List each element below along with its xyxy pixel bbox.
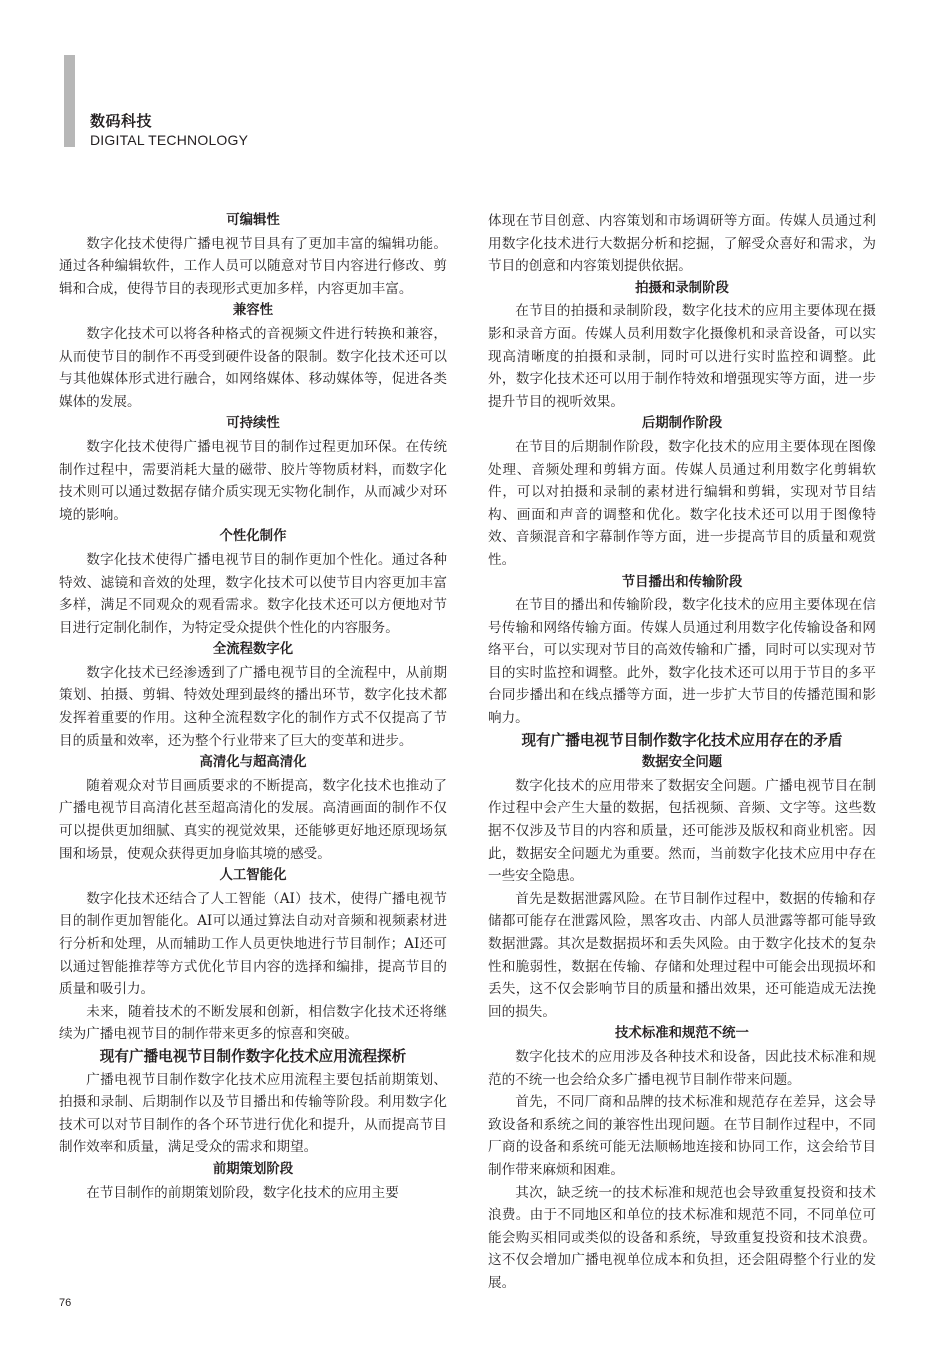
paragraph: 首先是数据泄露风险。在节目制作过程中，数据的传输和存储都可能存在泄露风险，黑客攻击、内部人员泄露等都可能导致数据泄露。其次是数据损坏和丢失风险。由于数字化技术的复杂性和脆弱性，数据在传输、存储和处理过程中可能会出现损坏和丢失，这不仅会影响节目的质量和播出效果，还可能造成无法挽回的损失。 <box>488 890 876 1020</box>
chapter-heading: 现有广播电视节目制作数字化技术应用存在的矛盾 <box>521 731 843 749</box>
section-heading: 数据安全问题 <box>641 755 723 771</box>
section-heading: 兼容性 <box>232 303 274 319</box>
section-heading: 个性化制作 <box>219 529 287 545</box>
paragraph: 数字化技术还结合了人工智能（AI）技术，使得广播电视节目的制作更加智能化。AI可以通过算法自动对音频和视频素材进行分析和处理，从而辅助工作人员更快地进行节目制作；AI还可以通过智能推荐等方式优化节目内容的选择和编排，提高节目的质量和吸引力。 <box>59 890 447 998</box>
paragraph: 未来，随着技术的不断发展和创新，相信数字化技术还将继续为广播电视节目的制作带来更多的惊喜和突破。 <box>59 1003 447 1043</box>
paragraph: 数字化技术的应用带来了数据安全问题。广播电视节目在制作过程中会产生大量的数据，包括视频、音频、文字等。这些数据不仅涉及节目的内容和质量，还可能涉及版权和商业机密。因此，数据安全问题尤为重要。然而，当前数字化技术应用中存在一些安全隐患。 <box>488 777 876 885</box>
paragraph: 广播电视节目制作数字化技术应用流程主要包括前期策划、拍摄和录制、后期制作以及节目播出和传输等阶段。利用数字化技术可以对节目制作的各个环节进行优化和提升，从而提高节目制作效率和质量，满足受众的需求和期望。 <box>59 1071 447 1156</box>
paragraph: 在节目的拍摄和录制阶段，数字化技术的应用主要体现在摄影和录音方面。传媒人员利用数字化摄像机和录音设备，可以实现高清晰度的拍摄和录制，同时可以进行实时监控和调整。此外，数字化技术还可以用于制作特效和增强现实等方面，进一步提升节目的视听效果。 <box>488 303 876 410</box>
paragraph: 在节目的播出和传输阶段，数字化技术的应用主要体现在信号传输和网络传输方面。传媒人员通过利用数字化传输设备和网络平台，可以实现对节目的高效传输和广播，同时可以实现对节目的实时监控和调整。此外，数字化技术还可以用于节目的多平台同步播出和在线点播等方面，进一步扩大节目的传播范围和影响力。 <box>488 597 876 727</box>
paragraph: 在节目的后期制作阶段，数字化技术的应用主要体现在图像处理、音频处理和剪辑方面。传媒人员通过利用数字化剪辑软件，可以对拍摄和录制的素材进行编辑和剪辑，实现对节目结构、画面和声音的调整和优化。数字化技术还可以用于图像特效、音频混音和字幕制作等方面，进一步提高节目的质量和观赏性。 <box>488 438 876 568</box>
section-title-zh: 数码科技 <box>90 112 153 130</box>
paragraph: 其次，缺乏统一的技术标准和规范也会导致重复投资和技术浪费。由于不同地区和单位的技术标准和规范不同，不同单位可能会购买相同或类似的设备和系统，导致重复投资和技术浪费。这不仅会增加广播电视单位成本和负担，还会阻碍整个行业的发展。 <box>488 1184 876 1291</box>
paragraph-continued: 体现在节目创意、内容策划和市场调研等方面。传媒人员通过利用数字化技术进行大数据分析和挖掘，了解受众喜好和需求，为节目的创意和内容策划提供依据。 <box>488 213 876 275</box>
paragraph: 数字化技术使得广播电视节目具有了更加丰富的编辑功能。通过各种编辑软件，工作人员可以随意对节目内容进行修改、剪辑和合成，使得节目的表现形式更加多样，内容更加丰富。 <box>59 235 447 297</box>
paragraph: 随着观众对节目画质要求的不断提高，数字化技术也推动了广播电视节目高清化甚至超高清化的发展。高清画面的制作不仅可以提供更加细腻、真实的视觉效果，还能够更好地还原现场氛围和场景，使观众获得更加身临其境的感受。 <box>59 777 447 862</box>
chapter-heading: 现有广播电视节目制作数字化技术应用流程探析 <box>99 1047 407 1065</box>
paragraph: 数字化技术的应用涉及各种技术和设备，因此技术标准和规范的不统一也会给众多广播电视节目制作带来问题。 <box>488 1048 876 1088</box>
paragraph: 数字化技术已经渗透到了广播电视节目的全流程中，从前期策划、拍摄、剪辑、特效处理到最终的播出环节，数字化技术都发挥着重要的作用。这种全流程数字化的制作方式不仅提高了节目的质量和效率，还为整个行业带来了巨大的变革和进步。 <box>59 664 447 749</box>
right-column <box>488 210 876 1295</box>
page-number: 76 <box>59 1297 72 1309</box>
paragraph: 首先，不同厂商和品牌的技术标准和规范存在差异，这会导致设备和系统之间的兼容性出现问题。在节目制作过程中，不同厂商的设备和系统可能无法顺畅地连接和协同工作，这会给节目制作带来麻烦和困难。 <box>488 1094 876 1178</box>
paragraph: 数字化技术可以将各种格式的音视频文件进行转换和兼容，从而使节目的制作不再受到硬件设备的限制。数字化技术还可以与其他媒体形式进行融合，如网络媒体、移动媒体等，促进各类媒体的发展。 <box>59 325 447 410</box>
section-heading: 技术标准和规范不统一 <box>615 1026 749 1042</box>
section-heading: 全流程数字化 <box>212 642 294 658</box>
section-heading: 可编辑性 <box>226 213 280 228</box>
left-column <box>59 210 447 1204</box>
section-marker-bar <box>64 55 75 147</box>
section-heading: 前期策划阶段 <box>212 1161 294 1177</box>
section-heading: 拍摄和录制阶段 <box>635 280 729 296</box>
section-heading: 可持续性 <box>226 416 280 432</box>
section-heading: 高清化与超高清化 <box>199 755 307 771</box>
section-heading: 人工智能化 <box>219 868 287 884</box>
section-heading: 后期制作阶段 <box>641 416 723 432</box>
paragraph: 在节目制作的前期策划阶段，数字化技术的应用主要 <box>86 1184 399 1201</box>
paragraph: 数字化技术使得广播电视节目的制作更加个性化。通过各种特效、滤镜和音效的处理，数字化技术可以使节目内容更加丰富多样，满足不同观众的观看需求。数字化技术还可以方便地对节目进行定制化制作，为特定受众提供个性化的内容服务。 <box>59 551 447 636</box>
section-heading: 节目播出和传输阶段 <box>621 574 743 590</box>
section-title-en: DIGITAL TECHNOLOGY <box>90 132 249 148</box>
paragraph: 数字化技术使得广播电视节目的制作过程更加环保。在传统制作过程中，需要消耗大量的磁带、胶片等物质材料，而数字化技术则可以通过数据存储介质实现无实物化制作，从而减少对环境的影响。 <box>59 438 447 523</box>
